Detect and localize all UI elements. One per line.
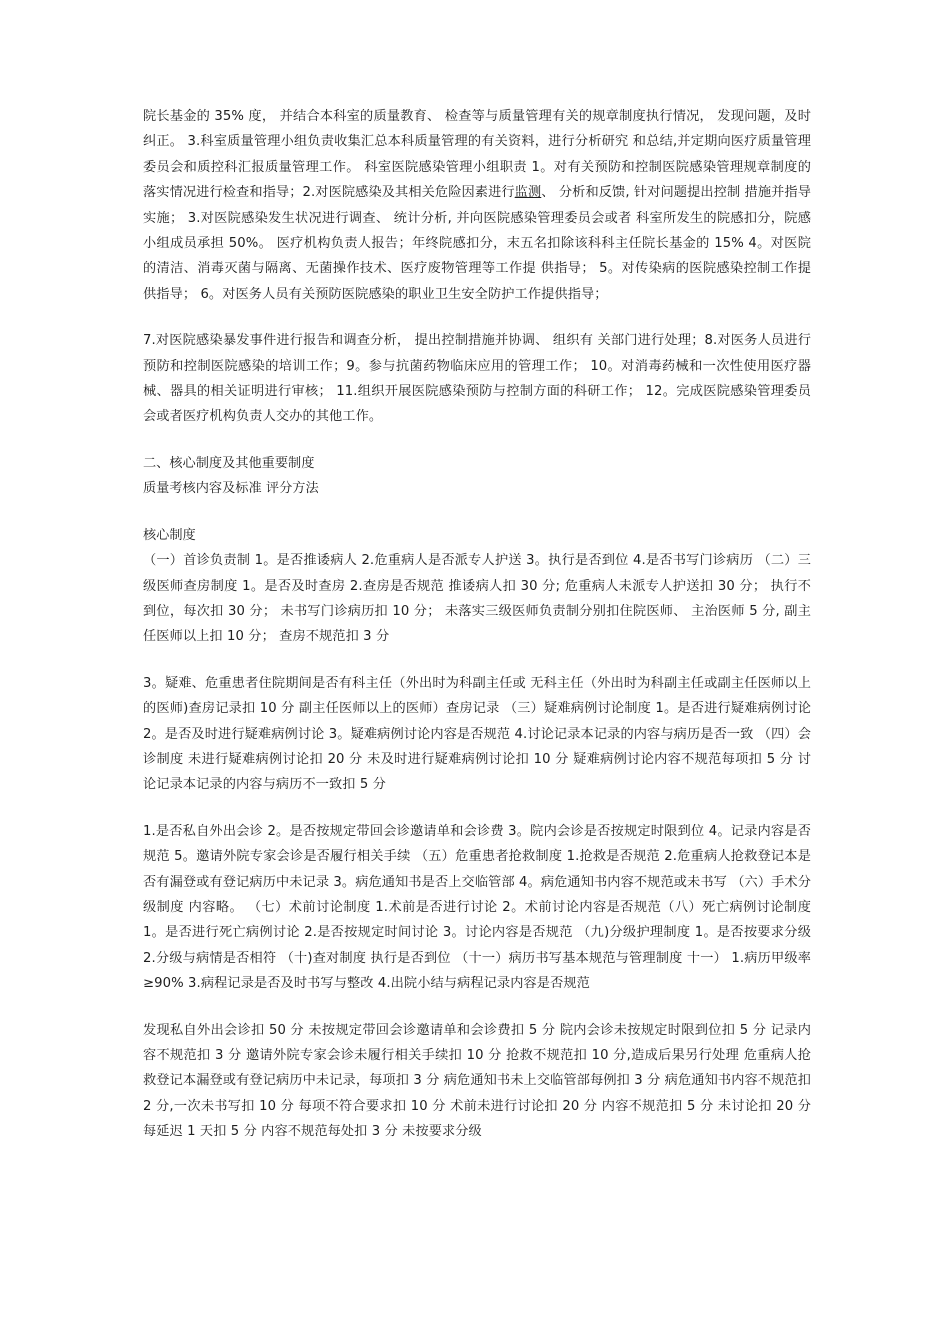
- paragraph-gap: [143, 307, 811, 328]
- document-page: [143, 104, 811, 1145]
- paragraph-gap: [143, 798, 811, 819]
- paragraph-gap: [143, 650, 811, 671]
- paragraph-gap: [143, 430, 811, 451]
- paragraph-gap: [143, 997, 811, 1018]
- paragraph-text: 院长基金的 35% 度， 并结合本科室的质量教育、 检查等与质量管理有关的规章制度执行情况， 发现问题，及时纠正。 3.科室质量管理小组负责收集汇总本科质量管理的有关资料，进行分析研究 和总结,并定期向医疗质量管理委员会和质控科汇报质量管理工作。 科室医院感染管理小组职责 1。对有关预防和控制医院感染管理规章制度的落实情况进行检查和指导；2.对医院感染及其相关危险因素进行: [143, 109, 811, 201]
- paragraph-deduction-scoring: 发现私自外出会诊扣 50 分 未按规定带回会诊邀请单和会诊费扣 5 分 院内会诊未按规定时限到位扣 5 分 记录内容不规范扣 3 分 邀请外院专家会诊未履行相关手续扣 10 分 抢救不规范扣 10 分,造成后果另行处理 危重病人抢救登记本漏登或有登记病历中未记录，每项扣 3 分 病危通知书未上交临管部每例扣 3 分 病危通知书内容不规范扣 2 分,一次未书写扣 10 分 每项不符合要求扣 10 分 术前未进行讨论扣 20 分 内容不规范扣 5 分 未讨论扣 20 分 每延迟 1 天扣 5 分 内容不规范每处扣 3 分 未按要求分级: [143, 1022, 811, 1140]
- paragraph-text: 、 分析和反馈, 针对问题提出控制 措施并指导实施； 3.对医院感染发生状况进行调查、 统计分析, 并向医院感染管理委员会或者 科室所发生的院感扣分，院感小组成员承担 50%。 医疗机构负责人报告；年终院感扣分，末五名扣除该科科主任院长基金的 15% 4。对医院的清洁、消毒灭菌与隔离、无菌操作技术、医疗废物管理等工作提 供指导； 5。对传染病的医院感染控制工作提供指导； 6。对医务人员有关预防医院感染的职业卫生安全防护工作提供指导；: [143, 185, 811, 302]
- paragraph-infection-duties-continued: 7.对医院感染暴发事件进行报告和调查分析， 提出控制措施并协调、 组织有 关部门进行处理；8.对医务人员进行预防和控制医院感染的培训工作；9。参与抗菌药物临床应用的管理工作； 10。对消毒药械和一次性使用医疗器械、器具的相关证明进行审核； 11.组织开展医院感染预防与控制方面的科研工作； 12。完成医院感染管理委员会或者医疗机构负责人交办的其他工作。: [143, 333, 811, 425]
- paragraph-difficult-case-discussion: 3。疑难、危重患者住院期间是否有科主任（外出时为科副主任或 无科主任（外出时为科副主任或副主任医师以上的医师)查房记录扣 10 分 副主任医师以上的医师）查房记录 （三）疑难病例讨论制度 1。是否进行疑难病例讨论 2。是否及时进行疑难病例讨论 3。疑难病例讨论内容是否规范 4.讨论记录本记录的内容与病历是否一致 （四）会诊制度 未进行疑难病例讨论扣 20 分 未及时进行疑难病例讨论扣 10 分 疑难病例讨论内容不规范每项扣 5 分 讨论记录本记录的内容与病历不一致扣 5 分: [143, 675, 811, 793]
- paragraph-infection-committee-duties: [143, 104, 811, 307]
- paragraph-gap: [143, 502, 811, 523]
- section-heading-core-systems: 二、核心制度及其他重要制度: [143, 455, 315, 471]
- subheading-core-system: 核心制度: [143, 527, 196, 543]
- paragraph-consultation-and-rescue: 1.是否私自外出会诊 2。是否按规定带回会诊邀请单和会诊费 3。院内会诊是否按规定时限到位 4。记录内容是否规范 5。邀请外院专家会诊是否履行相关手续 （五）危重患者抢救制度 1.抢救是否规范 2.危重病人抢救登记本是否有漏登或有登记病历中未记录 3。病危通知书是否上交临管部 4。病危通知书内容不规范或未书写 （六）手术分级制度 内容略。 （七）术前讨论制度 1.术前是否进行讨论 2。术前讨论内容是否规范（八）死亡病例讨论制度 1。是否进行死亡病例讨论 2.是否按规定时间讨论 3。讨论内容是否规范 （九)分级护理制度 1。是否按要求分级 2.分级与病情是否相符 （十)查对制度 执行是否到位 （十一）病历书写基本规范与管理制度 十一） 1.病历甲级率≥90% 3.病程记录是否及时书写与整改 4.出院小结与病程记录内容是否规范: [143, 823, 811, 992]
- monitoring-link[interactable]: 监测: [514, 185, 542, 201]
- paragraph-first-diagnosis-and-ward-rounds: （一）首诊负责制 1。是否推诿病人 2.危重病人是否派专人护送 3。执行是否到位 4.是否书写门诊病历 （二）三级医师查房制度 1。是否及时查房 2.查房是否规范 推诿病人扣 30 分; 危重病人未派专人护送扣 30 分； 执行不到位，每次扣 30 分； 未书写门诊病历扣 10 分； 未落实三级医师负责制分别扣住院医师、 主治医师 5 分, 副主任医师以上扣 10 分； 查房不规范扣 3 分: [143, 553, 811, 645]
- subheading-assessment-standards: 质量考核内容及标准 评分方法: [143, 481, 319, 497]
